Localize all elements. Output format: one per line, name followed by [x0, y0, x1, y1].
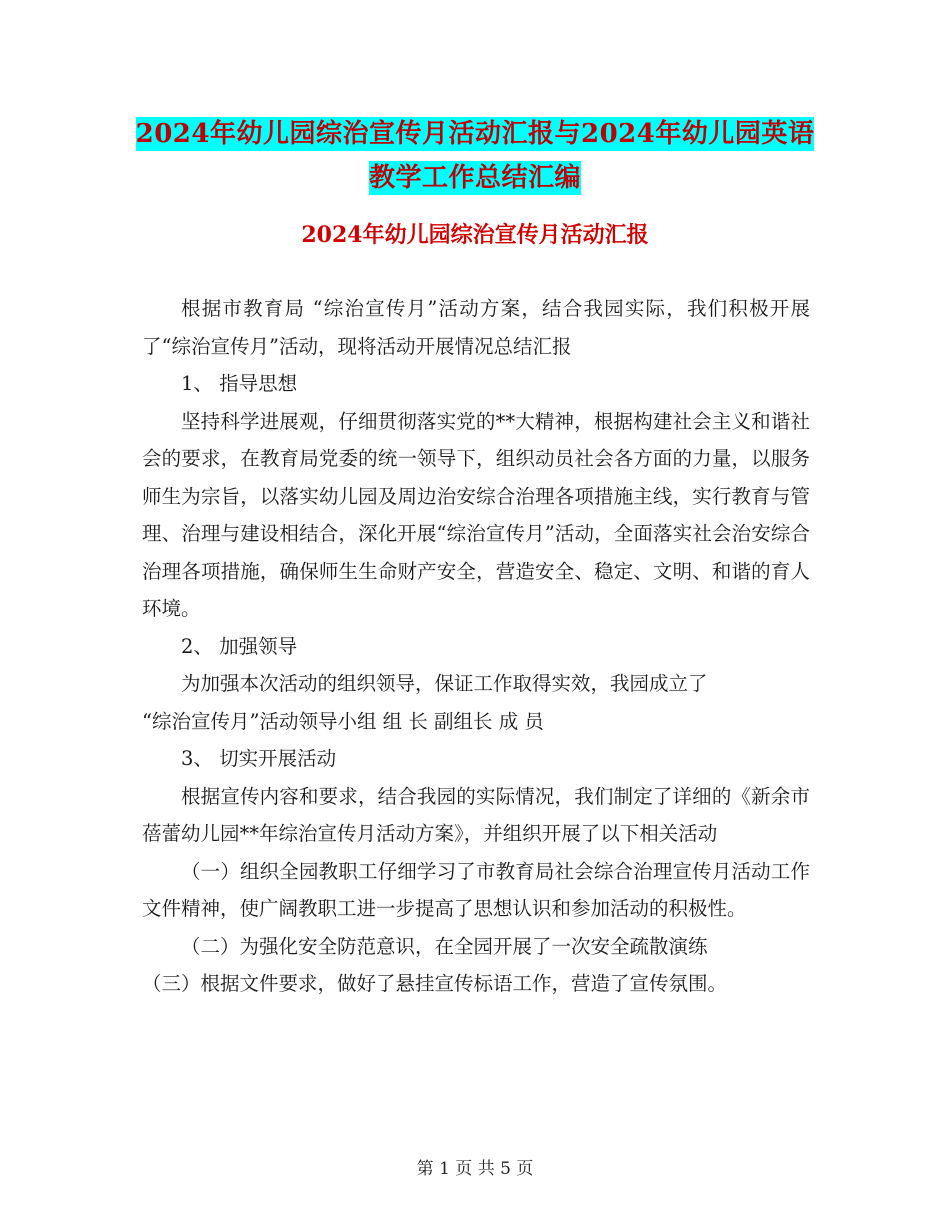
- section-title: 2024年幼儿园综治宣传月活动汇报: [301, 222, 649, 248]
- document-body: [142, 290, 810, 1003]
- paragraph-leadership-group: “综治宣传月”活动领导小组 组 长 副组长 成 员: [142, 709, 544, 733]
- paragraph-guiding-ideology: 坚持科学进展观，仔细贯彻落实党的**大精神，根据构建社会主义和谐社会的要求，在教育局党委的统一领导下，组织动员社会各方面的力量，以服务师生为宗旨，以落实幼儿园及周边治安综合治理各项措施主线，实行教育与管理、治理与建设相结合，深化开展“综治宣传月”活动，全面落实社会治安综合治理各项措施，确保师生生命财产安全，营造安全、稳定、文明、和谐的育人环境。: [142, 409, 810, 620]
- paragraph-leadership: 为加强本次活动的组织领导，保证工作取得实效，我园成立了: [181, 672, 708, 695]
- heading-guiding-ideology: 1、 指导思想: [181, 372, 298, 395]
- page-footer: 第 1 页 共 5 页: [416, 1159, 534, 1179]
- document-title-text: 2024年幼儿园综治宣传月活动汇报与2024年幼儿园英语教学工作总结汇编: [135, 119, 815, 193]
- document-title: [130, 112, 820, 200]
- heading-activities: 3、 切实开展活动: [181, 747, 337, 770]
- heading-leadership: 2、 加强领导: [181, 634, 298, 658]
- paragraph-activities: 根据宣传内容和要求，结合我园的实际情况，我们制定了详细的《新余市蓓蕾幼儿园**年综治宣传月活动方案》，并组织开展了以下相关活动: [142, 784, 810, 845]
- paragraph-activity-1: （一）组织全园教职工仔细学习了市教育局社会综合治理宣传月活动工作文件精神，使广阔教职工进一步提高了思想认识和参加活动的积极性。: [142, 859, 810, 920]
- paragraph-activity-2: （二）为强化安全防范意识，在全园开展了一次安全疏散演练: [181, 934, 708, 958]
- paragraph-intro: 根据市教育局 “综治宣传月”活动方案，结合我园实际，我们积极开展了“综治宣传月”活动，现将活动开展情况总结汇报: [142, 297, 810, 358]
- paragraph-activity-3: （三）根据文件要求，做好了悬挂宣传标语工作，营造了宣传氛围。: [142, 972, 728, 995]
